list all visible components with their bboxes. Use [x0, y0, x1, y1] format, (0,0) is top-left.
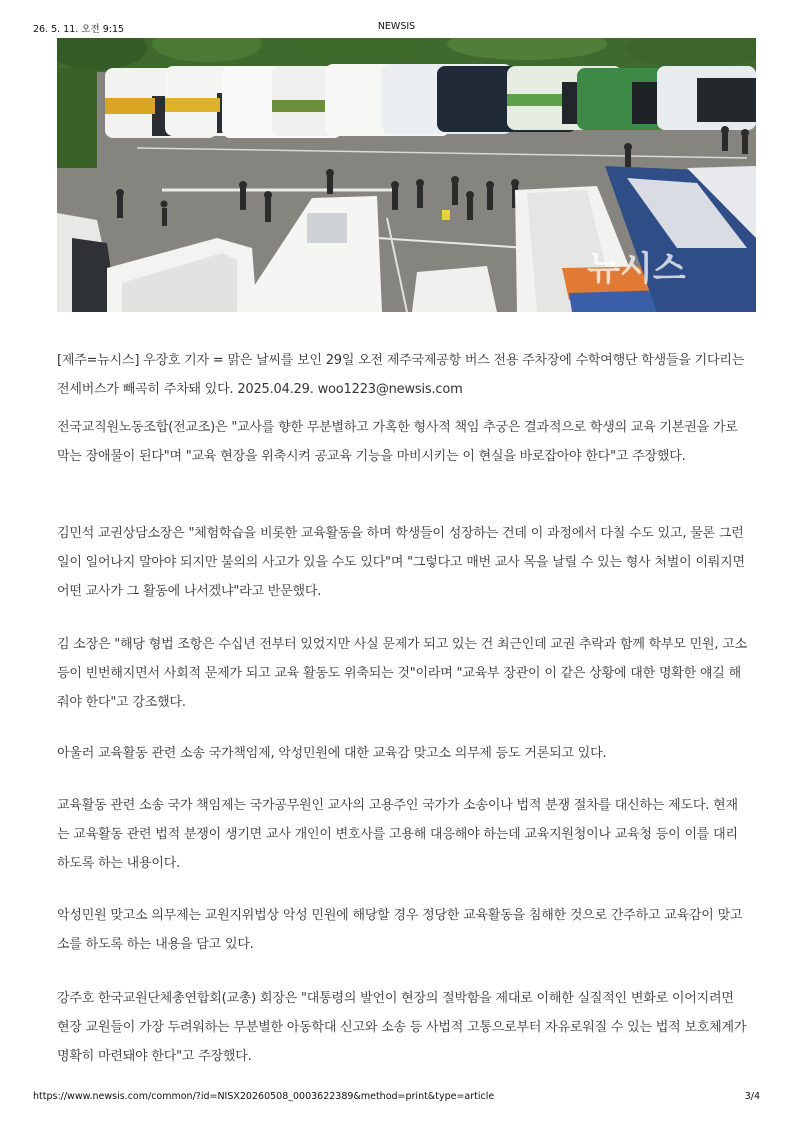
print-date: 26. 5. 11. 오전 9:15: [33, 24, 125, 35]
paragraph-3: 김 소장은 "해당 형법 조항은 수십년 전부터 있었지만 사실 문제가 되고 있는 건 최근인데 교권 추락과 함께 학부모 민원, 고소 등이 빈번해지면서 사회적 문제가 되고 교육 활동도 위축되는 것"이라며 "교육부 장관이 이 같은 상황에 대한 명확한 얘길 해줘야 한다"고 강조했다.: [57, 637, 747, 710]
paragraph-2: 김민석 교권상담소장은 "체험학습을 비롯한 교육활동을 하며 학생들이 성장하는 건데 이 과정에서 다칠 수도 있고, 물론 그런 일이 일어나지 말아야 되지만 불의의 사고가 있을 수도 있다"며 "그렇다고 매번 교사 목을 날릴 수 있는 형사 처벌이 이뤄지면 어떤 교사가 그 활동에 나서겠냐"라고 반문했다.: [57, 526, 745, 599]
page-number: 3/4: [744, 1091, 760, 1102]
article-url: https://www.newsis.com/common/?id=NISX20260508_0003622389&method=print&type=article: [33, 1091, 495, 1102]
photo-watermark: 뉴시스: [587, 249, 686, 289]
paragraph-7: 강주호 한국교원단체총연합회(교총) 회장은 "대통령의 발언이 현장의 절박함을 제대로 이해한 실질적인 변화로 이어지려면 현장 교원들이 가장 두려워하는 무분별한 아동학대 신고와 소송 등 사법적 고통으로부터 자유로워질 수 있는 법적 보호체계가 명확히 마련돼야 한다"고 주장했다.: [57, 991, 747, 1064]
paragraph-1: 전국교직원노동조합(전교조)은 "교사를 향한 무분별하고 가혹한 형사적 책임 추궁은 결과적으로 학생의 교육 기본권을 가로막는 장애물이 된다"며 "교육 현장을 위축시켜 공교육 기능을 마비시키는 이 현실을 바로잡아야 한다"고 주장했다.: [57, 420, 738, 464]
photo-caption: [제주=뉴시스] 우장호 기자 = 맑은 날씨를 보인 29일 오전 제주국제공항 버스 전용 주차장에 수학여행단 학생들을 기다리는 전세버스가 빼곡히 주차돼 있다. 2025.04.29. woo1223@newsis.com: [57, 353, 745, 397]
paragraph-6: 악성민원 맞고소 의무제는 교원지위법상 악성 민원에 해당할 경우 정당한 교육활동을 침해한 것으로 간주하고 교육감이 맞고소를 하도록 하는 내용을 담고 있다.: [57, 908, 743, 952]
site-name: NEWSIS: [377, 21, 416, 32]
paragraph-4: 아울러 교육활동 관련 소송 국가책임제, 악성민원에 대한 교육감 맞고소 의무제 등도 거론되고 있다.: [57, 746, 607, 761]
article-photo: [57, 38, 756, 312]
paragraph-5: 교육활동 관련 소송 국가 책임제는 국가공무원인 교사의 고용주인 국가가 소송이나 법적 분쟁 절차를 대신하는 제도다. 현재는 교육활동 관련 법적 분쟁이 생기면 교사 개인이 변호사를 고용해 대응해야 하는데 교육지원청이나 교육청 등이 이를 대리하도록 하는 내용이다.: [57, 798, 738, 871]
